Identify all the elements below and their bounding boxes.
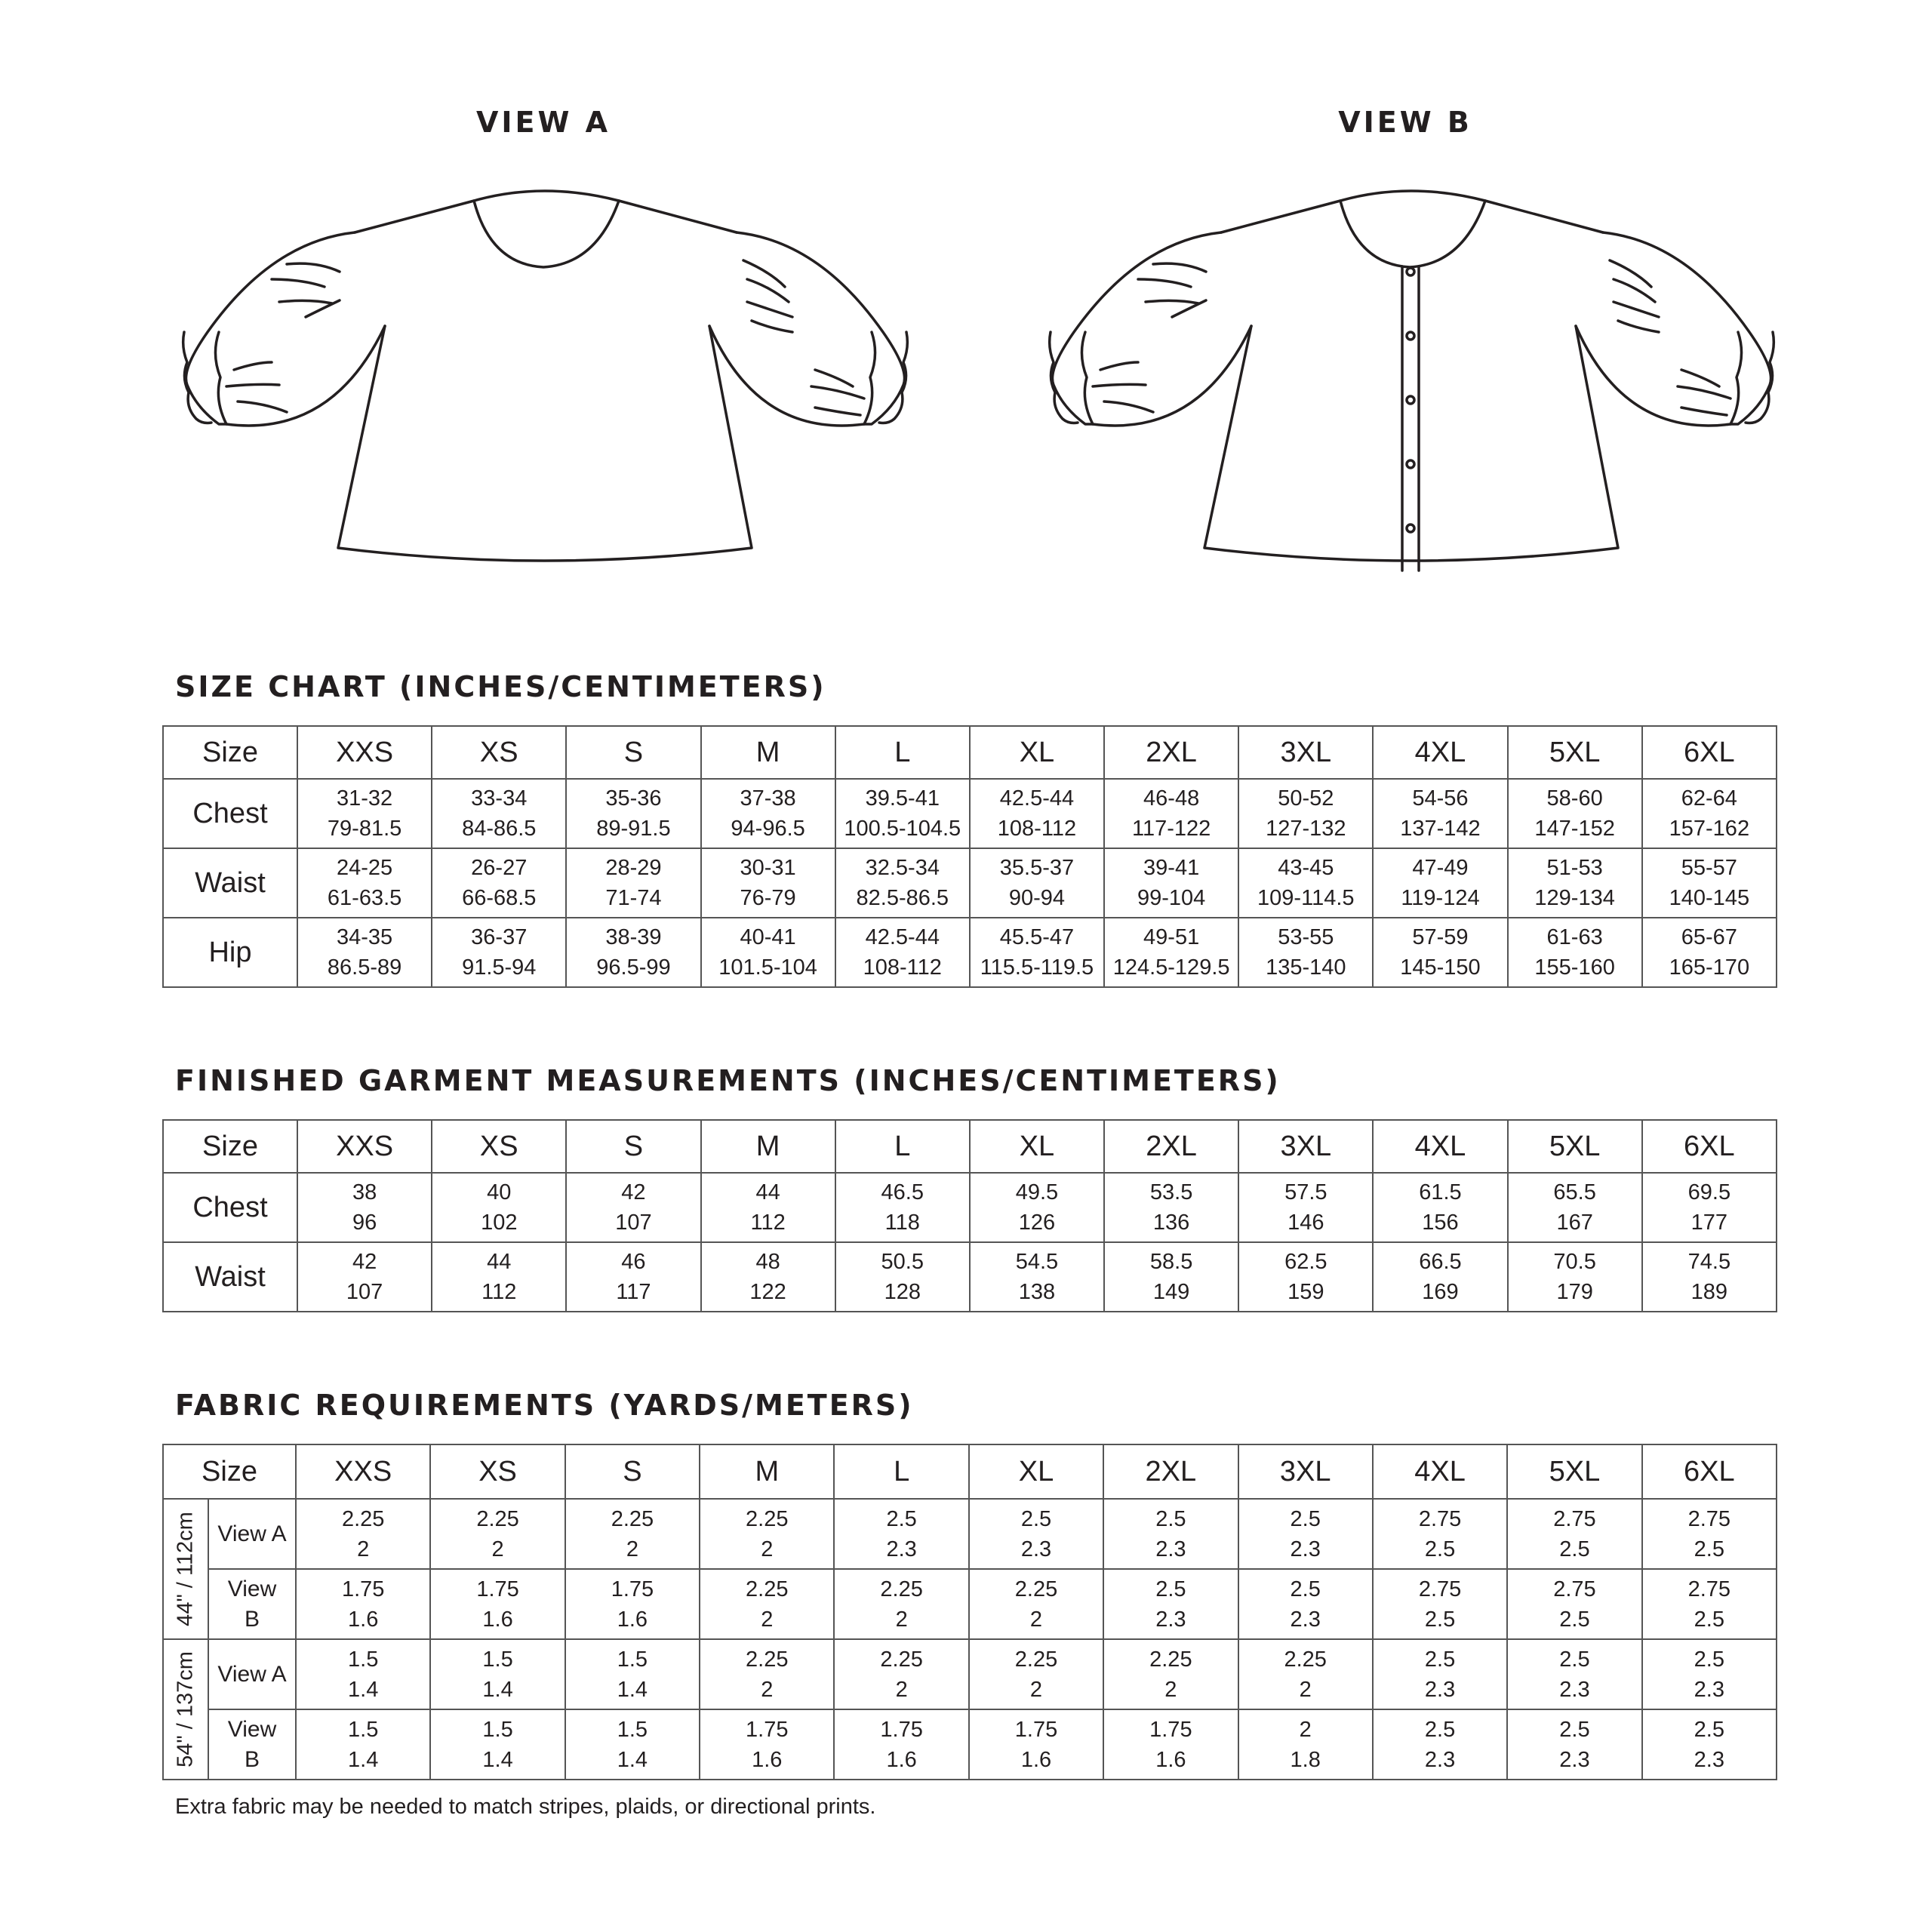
- table-cell: 1.5 1.4: [296, 1639, 430, 1709]
- table-cell: 40 102: [432, 1173, 566, 1242]
- table-row: [163, 1173, 1777, 1242]
- size-chart-table: [162, 725, 1777, 988]
- table-cell: 1.75 1.6: [700, 1709, 834, 1780]
- table-cell: 2.25 2: [565, 1499, 700, 1569]
- table-cell: 45.5-47 115.5-119.5: [970, 918, 1104, 987]
- table-cell: 35-36 89-91.5: [566, 779, 700, 848]
- view-label: View B: [208, 1569, 296, 1639]
- table-cell: 42.5-44 108-112: [835, 918, 970, 987]
- table-cell: 32.5-34 82.5-86.5: [835, 848, 970, 918]
- table-cell: 1.5 1.4: [296, 1709, 430, 1780]
- size-col-header: 5XL: [1508, 726, 1642, 779]
- table-cell: 26-27 66-68.5: [432, 848, 566, 918]
- table-row: [163, 918, 1777, 987]
- table-cell: 2.5 2.3: [834, 1499, 968, 1569]
- fabric-note: Extra fabric may be needed to match stripes, plaids, or directional prints.: [175, 1795, 876, 1819]
- table-cell: 53-55 135-140: [1238, 918, 1373, 987]
- size-col-header: S: [566, 726, 700, 779]
- table-cell: 50-52 127-132: [1238, 779, 1373, 848]
- table-cell: 33-34 84-86.5: [432, 779, 566, 848]
- table-cell: 2.25 2: [296, 1499, 430, 1569]
- table-cell: 55-57 140-145: [1642, 848, 1777, 918]
- size-col-header: S: [566, 1120, 700, 1173]
- table-cell: 2.25 2: [430, 1499, 565, 1569]
- table-cell: 39.5-41 100.5-104.5: [835, 779, 970, 848]
- table-cell: 2.5 2.3: [1373, 1639, 1507, 1709]
- table-cell: 42 107: [297, 1242, 432, 1312]
- table-cell: 2.25 2: [1238, 1639, 1373, 1709]
- finished-measurements-table: [162, 1119, 1777, 1312]
- table-cell: 47-49 119-124: [1373, 848, 1507, 918]
- size-col-header: L: [834, 1444, 968, 1499]
- size-col-header: 2XL: [1104, 1120, 1238, 1173]
- table-cell: 39-41 99-104: [1104, 848, 1238, 918]
- table-cell: 38 96: [297, 1173, 432, 1242]
- table-cell: 24-25 61-63.5: [297, 848, 432, 918]
- table-cell: 54.5 138: [970, 1242, 1104, 1312]
- size-col-header: XS: [432, 1120, 566, 1173]
- table-cell: 38-39 96.5-99: [566, 918, 700, 987]
- size-col-header: 4XL: [1373, 1444, 1507, 1499]
- view-label: View A: [208, 1499, 296, 1569]
- size-col-header: XL: [970, 726, 1104, 779]
- table-cell: 35.5-37 90-94: [970, 848, 1104, 918]
- finished-header-row: [163, 1120, 1777, 1173]
- table-cell: 2 1.8: [1238, 1709, 1373, 1780]
- view-a-title: VIEW A: [475, 106, 611, 139]
- table-row: [163, 848, 1777, 918]
- size-col-header: 2XL: [1103, 1444, 1238, 1499]
- table-cell: 34-35 86.5-89: [297, 918, 432, 987]
- table-cell: 1.5 1.4: [430, 1639, 565, 1709]
- table-cell: 37-38 94-96.5: [701, 779, 835, 848]
- table-cell: 58.5 149: [1104, 1242, 1238, 1312]
- table-row: [163, 1242, 1777, 1312]
- size-col-header: XS: [432, 726, 566, 779]
- table-cell: 53.5 136: [1104, 1173, 1238, 1242]
- view-b-title: VIEW B: [1338, 106, 1472, 139]
- table-row: [163, 1499, 1777, 1569]
- table-cell: 40-41 101.5-104: [701, 918, 835, 987]
- table-cell: 2.5 2.3: [1103, 1569, 1238, 1639]
- table-cell: 58-60 147-152: [1508, 779, 1642, 848]
- table-cell: 2.5 2.3: [1507, 1639, 1641, 1709]
- table-cell: 2.75 2.5: [1507, 1499, 1641, 1569]
- row-label: Waist: [163, 848, 297, 918]
- size-col-header: L: [835, 1120, 970, 1173]
- table-cell: 2.75 2.5: [1373, 1569, 1507, 1639]
- size-col-header: 4XL: [1373, 1120, 1507, 1173]
- fabric-header-row: [163, 1444, 1777, 1499]
- table-row: [163, 1709, 1777, 1780]
- size-col-header: 5XL: [1508, 1120, 1642, 1173]
- table-cell: 1.75 1.6: [430, 1569, 565, 1639]
- table-cell: 69.5 177: [1642, 1173, 1777, 1242]
- fabric-requirements-title: FABRIC REQUIREMENTS (YARDS/METERS): [175, 1389, 914, 1422]
- table-cell: 2.5 2.3: [969, 1499, 1103, 1569]
- table-cell: 51-53 129-134: [1508, 848, 1642, 918]
- size-header: Size: [163, 1444, 296, 1499]
- table-cell: 46.5 118: [835, 1173, 970, 1242]
- table-cell: 2.25 2: [1103, 1639, 1238, 1709]
- table-cell: 1.75 1.6: [1103, 1709, 1238, 1780]
- table-cell: 1.75 1.6: [834, 1709, 968, 1780]
- size-col-header: S: [565, 1444, 700, 1499]
- size-col-header: 3XL: [1238, 726, 1373, 779]
- row-label: Chest: [163, 1173, 297, 1242]
- size-col-header: 6XL: [1642, 1444, 1777, 1499]
- size-col-header: 2XL: [1104, 726, 1238, 779]
- table-cell: 2.5 2.3: [1642, 1709, 1777, 1780]
- size-col-header: XL: [969, 1444, 1103, 1499]
- size-col-header: 3XL: [1238, 1120, 1373, 1173]
- size-col-header: 5XL: [1507, 1444, 1641, 1499]
- table-cell: 2.25 2: [700, 1499, 834, 1569]
- table-cell: 65.5 167: [1508, 1173, 1642, 1242]
- table-cell: 36-37 91.5-94: [432, 918, 566, 987]
- table-row: [163, 779, 1777, 848]
- size-col-header: 6XL: [1642, 726, 1777, 779]
- size-chart-title: SIZE CHART (INCHES/CENTIMETERS): [175, 670, 826, 703]
- table-cell: 49.5 126: [970, 1173, 1104, 1242]
- size-col-header: XL: [970, 1120, 1104, 1173]
- table-cell: 50.5 128: [835, 1242, 970, 1312]
- table-cell: 70.5 179: [1508, 1242, 1642, 1312]
- table-cell: 66.5 169: [1373, 1242, 1507, 1312]
- table-cell: 2.5 2.3: [1103, 1499, 1238, 1569]
- size-col-header: 3XL: [1238, 1444, 1373, 1499]
- table-cell: 2.25 2: [834, 1639, 968, 1709]
- size-col-header: XS: [430, 1444, 565, 1499]
- table-cell: 44 112: [432, 1242, 566, 1312]
- table-cell: 2.75 2.5: [1507, 1569, 1641, 1639]
- table-cell: 2.5 2.3: [1238, 1499, 1373, 1569]
- size-header: Size: [163, 1120, 297, 1173]
- table-cell: 61.5 156: [1373, 1173, 1507, 1242]
- table-cell: 74.5 189: [1642, 1242, 1777, 1312]
- table-cell: 1.75 1.6: [565, 1569, 700, 1639]
- fabric-width-label: 54" / 137cm: [163, 1639, 208, 1780]
- table-cell: 2.75 2.5: [1642, 1499, 1777, 1569]
- row-label: Waist: [163, 1242, 297, 1312]
- fabric-width-label: 44" / 112cm: [163, 1499, 208, 1639]
- table-cell: 2.25 2: [969, 1569, 1103, 1639]
- table-cell: 54-56 137-142: [1373, 779, 1507, 848]
- table-cell: 65-67 165-170: [1642, 918, 1777, 987]
- table-cell: 2.75 2.5: [1373, 1499, 1507, 1569]
- table-cell: 28-29 71-74: [566, 848, 700, 918]
- table-cell: 44 112: [701, 1173, 835, 1242]
- table-cell: 61-63 155-160: [1508, 918, 1642, 987]
- table-cell: 30-31 76-79: [701, 848, 835, 918]
- size-col-header: 4XL: [1373, 726, 1507, 779]
- finished-measurements-title: FINISHED GARMENT MEASUREMENTS (INCHES/CENTIMETERS): [175, 1064, 1281, 1097]
- size-col-header: XXS: [297, 726, 432, 779]
- view-label: View B: [208, 1709, 296, 1780]
- table-cell: 42.5-44 108-112: [970, 779, 1104, 848]
- size-header: Size: [163, 726, 297, 779]
- table-cell: 48 122: [701, 1242, 835, 1312]
- row-label: Hip: [163, 918, 297, 987]
- table-cell: 2.25 2: [834, 1569, 968, 1639]
- table-cell: 2.5 2.3: [1642, 1639, 1777, 1709]
- table-cell: 43-45 109-114.5: [1238, 848, 1373, 918]
- table-cell: 1.75 1.6: [296, 1569, 430, 1639]
- table-row: [163, 1569, 1777, 1639]
- table-cell: 2.5 2.3: [1373, 1709, 1507, 1780]
- fabric-requirements-table: [162, 1444, 1777, 1780]
- view-a-garment-illustration: [166, 189, 921, 581]
- table-cell: 62.5 159: [1238, 1242, 1373, 1312]
- size-col-header: M: [701, 1120, 835, 1173]
- size-col-header: M: [700, 1444, 834, 1499]
- row-label: Chest: [163, 779, 297, 848]
- table-cell: 46 117: [566, 1242, 700, 1312]
- table-cell: 2.25 2: [700, 1569, 834, 1639]
- table-cell: 42 107: [566, 1173, 700, 1242]
- table-row: [163, 1639, 1777, 1709]
- table-cell: 2.5 2.3: [1507, 1709, 1641, 1780]
- table-cell: 31-32 79-81.5: [297, 779, 432, 848]
- table-cell: 46-48 117-122: [1104, 779, 1238, 848]
- table-cell: 57-59 145-150: [1373, 918, 1507, 987]
- size-col-header: 6XL: [1642, 1120, 1777, 1173]
- table-cell: 2.25 2: [969, 1639, 1103, 1709]
- view-b-garment-illustration: [1032, 189, 1787, 581]
- table-cell: 2.75 2.5: [1642, 1569, 1777, 1639]
- size-col-header: M: [701, 726, 835, 779]
- table-cell: 2.5 2.3: [1238, 1569, 1373, 1639]
- table-cell: 2.25 2: [700, 1639, 834, 1709]
- view-label: View A: [208, 1639, 296, 1709]
- table-cell: 57.5 146: [1238, 1173, 1373, 1242]
- size-chart-header-row: [163, 726, 1777, 779]
- table-cell: 1.5 1.4: [565, 1639, 700, 1709]
- table-cell: 1.5 1.4: [565, 1709, 700, 1780]
- table-cell: 49-51 124.5-129.5: [1104, 918, 1238, 987]
- size-col-header: XXS: [297, 1120, 432, 1173]
- table-cell: 1.5 1.4: [430, 1709, 565, 1780]
- table-cell: 1.75 1.6: [969, 1709, 1103, 1780]
- size-col-header: XXS: [296, 1444, 430, 1499]
- table-cell: 62-64 157-162: [1642, 779, 1777, 848]
- size-col-header: L: [835, 726, 970, 779]
